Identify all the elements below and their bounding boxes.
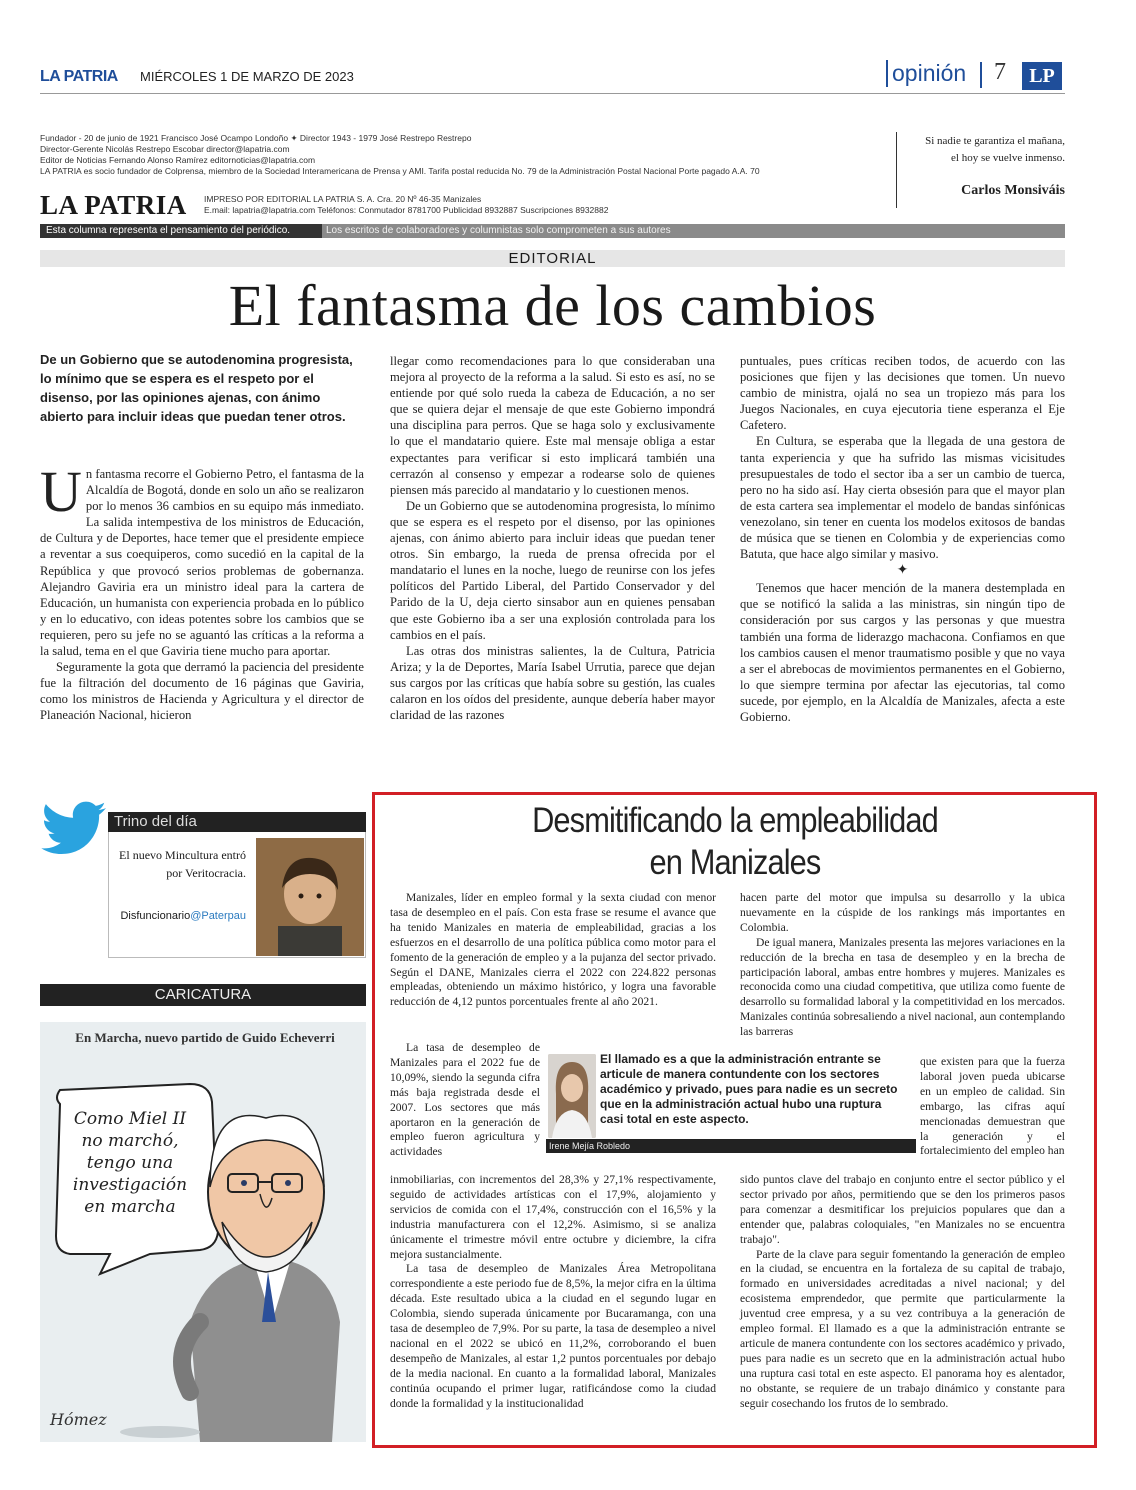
cartoonist-signature: Hómez [50, 1410, 107, 1429]
caricature-drawing [40, 1022, 366, 1442]
bubble-line: Como Miel II [73, 1109, 187, 1129]
tweet-photo [256, 838, 364, 956]
top-rule [40, 93, 1065, 94]
editorial-column-3 [740, 353, 1065, 725]
masthead-print [204, 194, 884, 216]
newspaper-brand: LA PATRIA [40, 68, 118, 85]
bubble-line: tengo una [86, 1153, 174, 1173]
editorial-dek: De un Gobierno que se autodenomina progresista, lo mínimo que se espera es el respeto por el disenso, por las opiniones ajenas, con ánimo abierto para incluir ideas que puedan tener otros. [40, 352, 353, 424]
article-paragraph: Parte de la clave para seguir fomentando la generación de empleo en la ciudad, se encuentra en la fortaleza de su capital de trabajo, formado en universidades acreditadas a nivel nacional; y del ecosistema emprendedor, que permite que particularmente la juventud cree empresa, y a su vez contribuya a la generación de empleo formal. El llamado es a que la administración entrante se articule de manera contundente con los sectores académico y privado, pues para nadie es un secreto que en la administración actual hubo una ruptura casi total en este aspecto. El panorama hoy es alentador, no obstante, se requiere de un trabajo dinámico y constante para seguir cosechando los frutos de lo sembrado. [740, 1247, 1065, 1410]
quote-line-2: el hoy se vuelve inmenso. [951, 152, 1065, 164]
editorial-label: EDITORIAL [508, 250, 597, 267]
bubble-line: en marcha [84, 1197, 176, 1217]
article-title-line: en Manizales [649, 843, 821, 882]
tweet-author-name: Disfuncionario [120, 910, 191, 922]
paragraph-text: n fantasma recorre el Gobierno Petro, el fantasma de la Alcaldía de Bogotá, donde en solo un año se realizaron por lo menos 36 cambios en su equipo más inmediato. La salida intempestiva de los ministros de Educación, de Cultura y de Deportes, hace temer que el presidente empiece a reventar a sus coequiperos, como sucedió en la capital de la República y que provocó serios problemas de gobernanza. Alejandro Gaviria era un ministro ideal para la cartera de Educación, un humanista con experiencia probada en lo público y en lo educativo, con ideas potentes sobre los cambios que se requieren, pero su jefe no se aguantó las críticas a la reforma a la salud, tema en el que Gaviria tiene mucho para aportar. [40, 467, 364, 659]
article-paragraph: hacen parte del motor que impulsa su desarrollo y la ubica nuevamente en la cúspide de los rankings más importantes en Colombia. [740, 891, 1065, 934]
article-paragraph: La tasa de desempleo de Manizales para el 2022 fue de 10,09%, siendo la segunda cifra más baja registrada desde el 2007. Los sectores que más aportaron en la generación de empleo fueron agricultura y actividades [390, 1041, 540, 1159]
article-paragraph: que existen para que la fuerza laboral joven pueda ubicarse en un empleo de calidad. Sin embargo, las cifras aquí mencionadas demuestran que la generación y el fortalecimiento del empleo han [920, 1055, 1065, 1158]
page-number: 7 [994, 59, 1006, 85]
section-name: opinión [886, 60, 966, 87]
masthead-editor: Editor de Noticias Fernando Alonso Ramírez editornoticias@lapatria.com [40, 155, 316, 165]
article-column-a-bottom [390, 1173, 716, 1412]
drop-cap: U [40, 459, 82, 524]
daily-quote [905, 133, 1065, 167]
editorial-paragraph: puntuales, pues críticas reciben todos, de acuerdo con las posiciones que fijen y las decisiones que tomen. Un nuevo cambio de ministra, ojalá no sea un tropiezo más para los Juegos Nacionales, en cuya ejecutoria tiene esperanza el Eje Cafetero. [740, 354, 1065, 433]
masthead-membership: LA PATRIA es socio fundador de Colprensa, miembro de la Sociedad Interamericana de Prensa y AMI. Tarifa postal reducida No. 79 de la Administración Postal Nacional Porte pagado A.A. 70 [40, 166, 760, 176]
printed-by: IMPRESO POR EDITORIAL LA PATRIA S. A. Cra. 20 Nº 46-35 Manizales [204, 194, 482, 204]
caricature-illustration [40, 1022, 366, 1442]
article-column-b-bottom [740, 1173, 1065, 1412]
quote-divider [896, 132, 897, 208]
editorial-paragraph: En Cultura, se esperaba que la llegada de una gestora de tanta experiencia y que ha sufrido las mismas vicisitudes presupuestales de todo el sector iba a ser un cambio de tuerca, pero no ha sido así. Hay cierta obsesión para que el mayor plan de esta cartera sea implementar el modelo de bandas sinfónicas venezolano, sin tener en cuenta los modelos exitosos de bandas de música que se tienen en Colombia y de experiencias como Batuta, que hace algo similar y masivo. [740, 434, 1065, 562]
issue-date: MIÉRCOLES 1 DE MARZO DE 2023 [140, 69, 354, 84]
article-paragraph: De igual manera, Manizales presenta las mejores variaciones en la reducción de la brecha en tasa de desempleo y en la brecha de participación laboral, ambas entre hombres y mujeres. Manizales es reconocida como una ciudad competitiva, que utiliza como fuente de desarrollo su formalidad laboral y la competitividad en los mercados. Manizales continúa sobresaliendo a nivel nacional, aun contemplando las barreras [740, 935, 1065, 1039]
author-photo [548, 1054, 596, 1138]
editorial-column-2 [390, 353, 715, 723]
contact-info: E.mail: lapatria@lapatria.com Teléfonos: Conmutador 8781700 Publicidad 8932887 Suscripciones 8932882 [204, 205, 609, 215]
author-name: Irene Mejía Robledo [546, 1139, 916, 1153]
article-column-b-top [740, 891, 1065, 1040]
tweet-author [112, 910, 246, 922]
pull-quote: El llamado es a que la administración entrante se articule de manera contundente con los sectores académico y privado, pues para nadie es un secreto que en la administración actual hubo una ruptura casi total en este aspecto. [600, 1052, 898, 1126]
article-paragraph: La tasa de desempleo de Manizales Área Metropolitana correspondiente a este periodo fue de 8,5%, la mejor cifra en la última década. Este resultado ubica a la ciudad en el segundo lugar en Colombia, siendo superada únicamente por Bucaramanga, con una tasa de desempleo de 7,9%. Por su parte, la tasa de desempleo a nivel nacional en el 2022 se ubicó en 11,2%, corroborando el buen desempeño de Manizales, al estar 1,2 puntos porcentuales por debajo de la media nacional. En cuanto a la formalidad laboral, Manizales continúa ocupando el primer lugar, ratificándose como la ciudad donde la formalidad y la institucionalidad [390, 1262, 716, 1410]
speech-bubble-text [60, 1108, 200, 1218]
disclaimer-right: Los escritos de colaboradores y columnistas solo comprometen a sus autores [326, 225, 671, 236]
article-column-a-narrow [390, 1041, 540, 1160]
editorial-column-1 [40, 459, 364, 724]
masthead-brand: LA PATRIA [40, 190, 187, 220]
trino-label: Trino del día [114, 813, 197, 830]
header-divider [980, 62, 982, 88]
bubble-line: investigación [72, 1175, 188, 1195]
masthead-founder: Fundador - 20 de junio de 1921 Francisco José Ocampo Londoño ✦ Director 1943 - 1979 José Restrepo Restrepo [40, 133, 472, 143]
disclaimer-left: Esta columna representa el pensamiento del periódico. [40, 224, 322, 238]
editorial-paragraph: Las otras dos ministras salientes, la de Cultura, Patricia Ariza; y la de Deportes, María Isabel Urrutia, parece que dejan sus cargos por las críticas que había sobre su gestión, las cuales calaron en los oídos del presidente, aunque debería haber mayor claridad de las razones [390, 643, 715, 723]
lp-logo: LP [1022, 62, 1062, 90]
article-paragraph: sido puntos clave del trabajo en conjunto entre el sector público y el sector privado por años, permitiendo que se den los primeros pasos para comenzar a desmitificar los prejuicios populares que dan a entender que, palabras coloquiales, "en Manizales no se encuentra trabajo". [740, 1173, 1065, 1246]
editorial-paragraph [40, 459, 364, 659]
editorial-paragraph: llegar como recomendaciones para lo que consideraban una mejora al proyecto de la reforma a la salud. Si esto es así, no se entiende por qué solo rueda la cabeza de Educación, a no ser que se quiera dejar el mensaje de que este Gobierno impondrá una disciplina para perros. Que se haga solo y exclusivamente lo que el mandatario quiere. Este mal mensaje obliga a estar expectantes para verificar si esto implicará también una cerrazón al consenso y empezar a rodearse solo de quienes piensen más parecido al mandatario y lo cuestionen menos. [390, 354, 715, 497]
article-paragraph: Manizales, líder en empleo formal y la sexta ciudad con menor tasa de desempleo en el país. Con esta frase se resume el avance que ha tenido Manizales en materia de empleabilidad, gracias a los esfuerzos en el desarrollo de una política pública como motor para el fomento de la generación de empleo y a la pujanza del sector privado. Según el DANE, Manizales cierra el 2022 con 224.822 personas empleadas, obteniendo un máximo histórico, y logra una favorable reducción de 4,12 puntos porcentuales frente al año 2021. [390, 891, 716, 1009]
ornament-icon: ✦ [896, 563, 909, 579]
tweet-handle[interactable]: @Paterpau [190, 910, 246, 922]
caricature-label: CARICATURA [154, 986, 252, 1003]
editorial-paragraph: Tenemos que hacer mención de la manera destemplada en que se notificó la salida a las ministras, sin ningún tipo de consideración por sus cargos y las personas y que muestra también una forma de liderazgo machacona. Confiamos en que los cambios causen el menor traumatismo posible y que no vaya a ser el abrebocas de movimientos permanentes en el Gobierno, lo que siempre termina por afectar las ejecutorias, tal como sucede, por ejemplo, en la Alcaldía de Manizales, afecta a este Gobierno. [740, 581, 1065, 724]
tweet-text: El nuevo Mincultura entró por Veritocracia. [119, 848, 246, 880]
article-column-a-top [390, 891, 716, 1010]
caricature-caption: En Marcha, nuevo partido de Guido Echeverri [75, 1030, 335, 1045]
editorial-paragraph: De un Gobierno que se autodenomina progresista, lo mínimo que se espera es el respeto por el disenso, por las opiniones ajenas, con ánimo abierto para incluir ideas que puedan tener otros. Sin embargo, la rueda de prensa ofrecida por el mandatario el lunes en la noche, luego de reunirse con los jefes políticos del Partido Liberal, del Partido Conservador y del Parido de la U, deja cierto sinsabor aun en quienes pensaban que este Gobierno iba a ser una explosión controlada para los cambios en el país. [390, 498, 715, 642]
twitter-bird-icon [40, 800, 110, 856]
article-paragraph: inmobiliarias, con incrementos del 28,3% y 27,1% respectivamente, seguido de actividades artísticas con el 17,9%, alojamiento y servicios de comida con el 17,4%, construcción con el 16,5% y la industria manufacturera con el 12,2%. Asimismo, si se analiza únicamente el trimestre móvil entre octubre y diciembre, la cifra mejora sustancialmente. [390, 1173, 716, 1261]
article-column-b-narrow [920, 1055, 1065, 1159]
masthead-director: Director-Gerente Nicolás Restrepo Escobar director@lapatria.com [40, 144, 290, 154]
quote-author: Carlos Monsiváis [961, 183, 1065, 198]
editorial-paragraph: Seguramente la gota que derramó la paciencia del presidente fue la filtración del documento de 16 páginas que Gaviria, como los ministros de Hacienda y Agricultura y el director de Planeación Nacional, hicieron [40, 660, 364, 723]
masthead-info [40, 133, 880, 177]
quote-line-1: Si nadie te garantiza el mañana, [925, 135, 1065, 147]
editorial-headline: El fantasma de los cambios [228, 273, 877, 338]
bubble-line: no marchó, [81, 1131, 179, 1151]
article-title [423, 800, 1048, 884]
article-title-line: Desmitificando la empleabilidad [532, 801, 938, 840]
